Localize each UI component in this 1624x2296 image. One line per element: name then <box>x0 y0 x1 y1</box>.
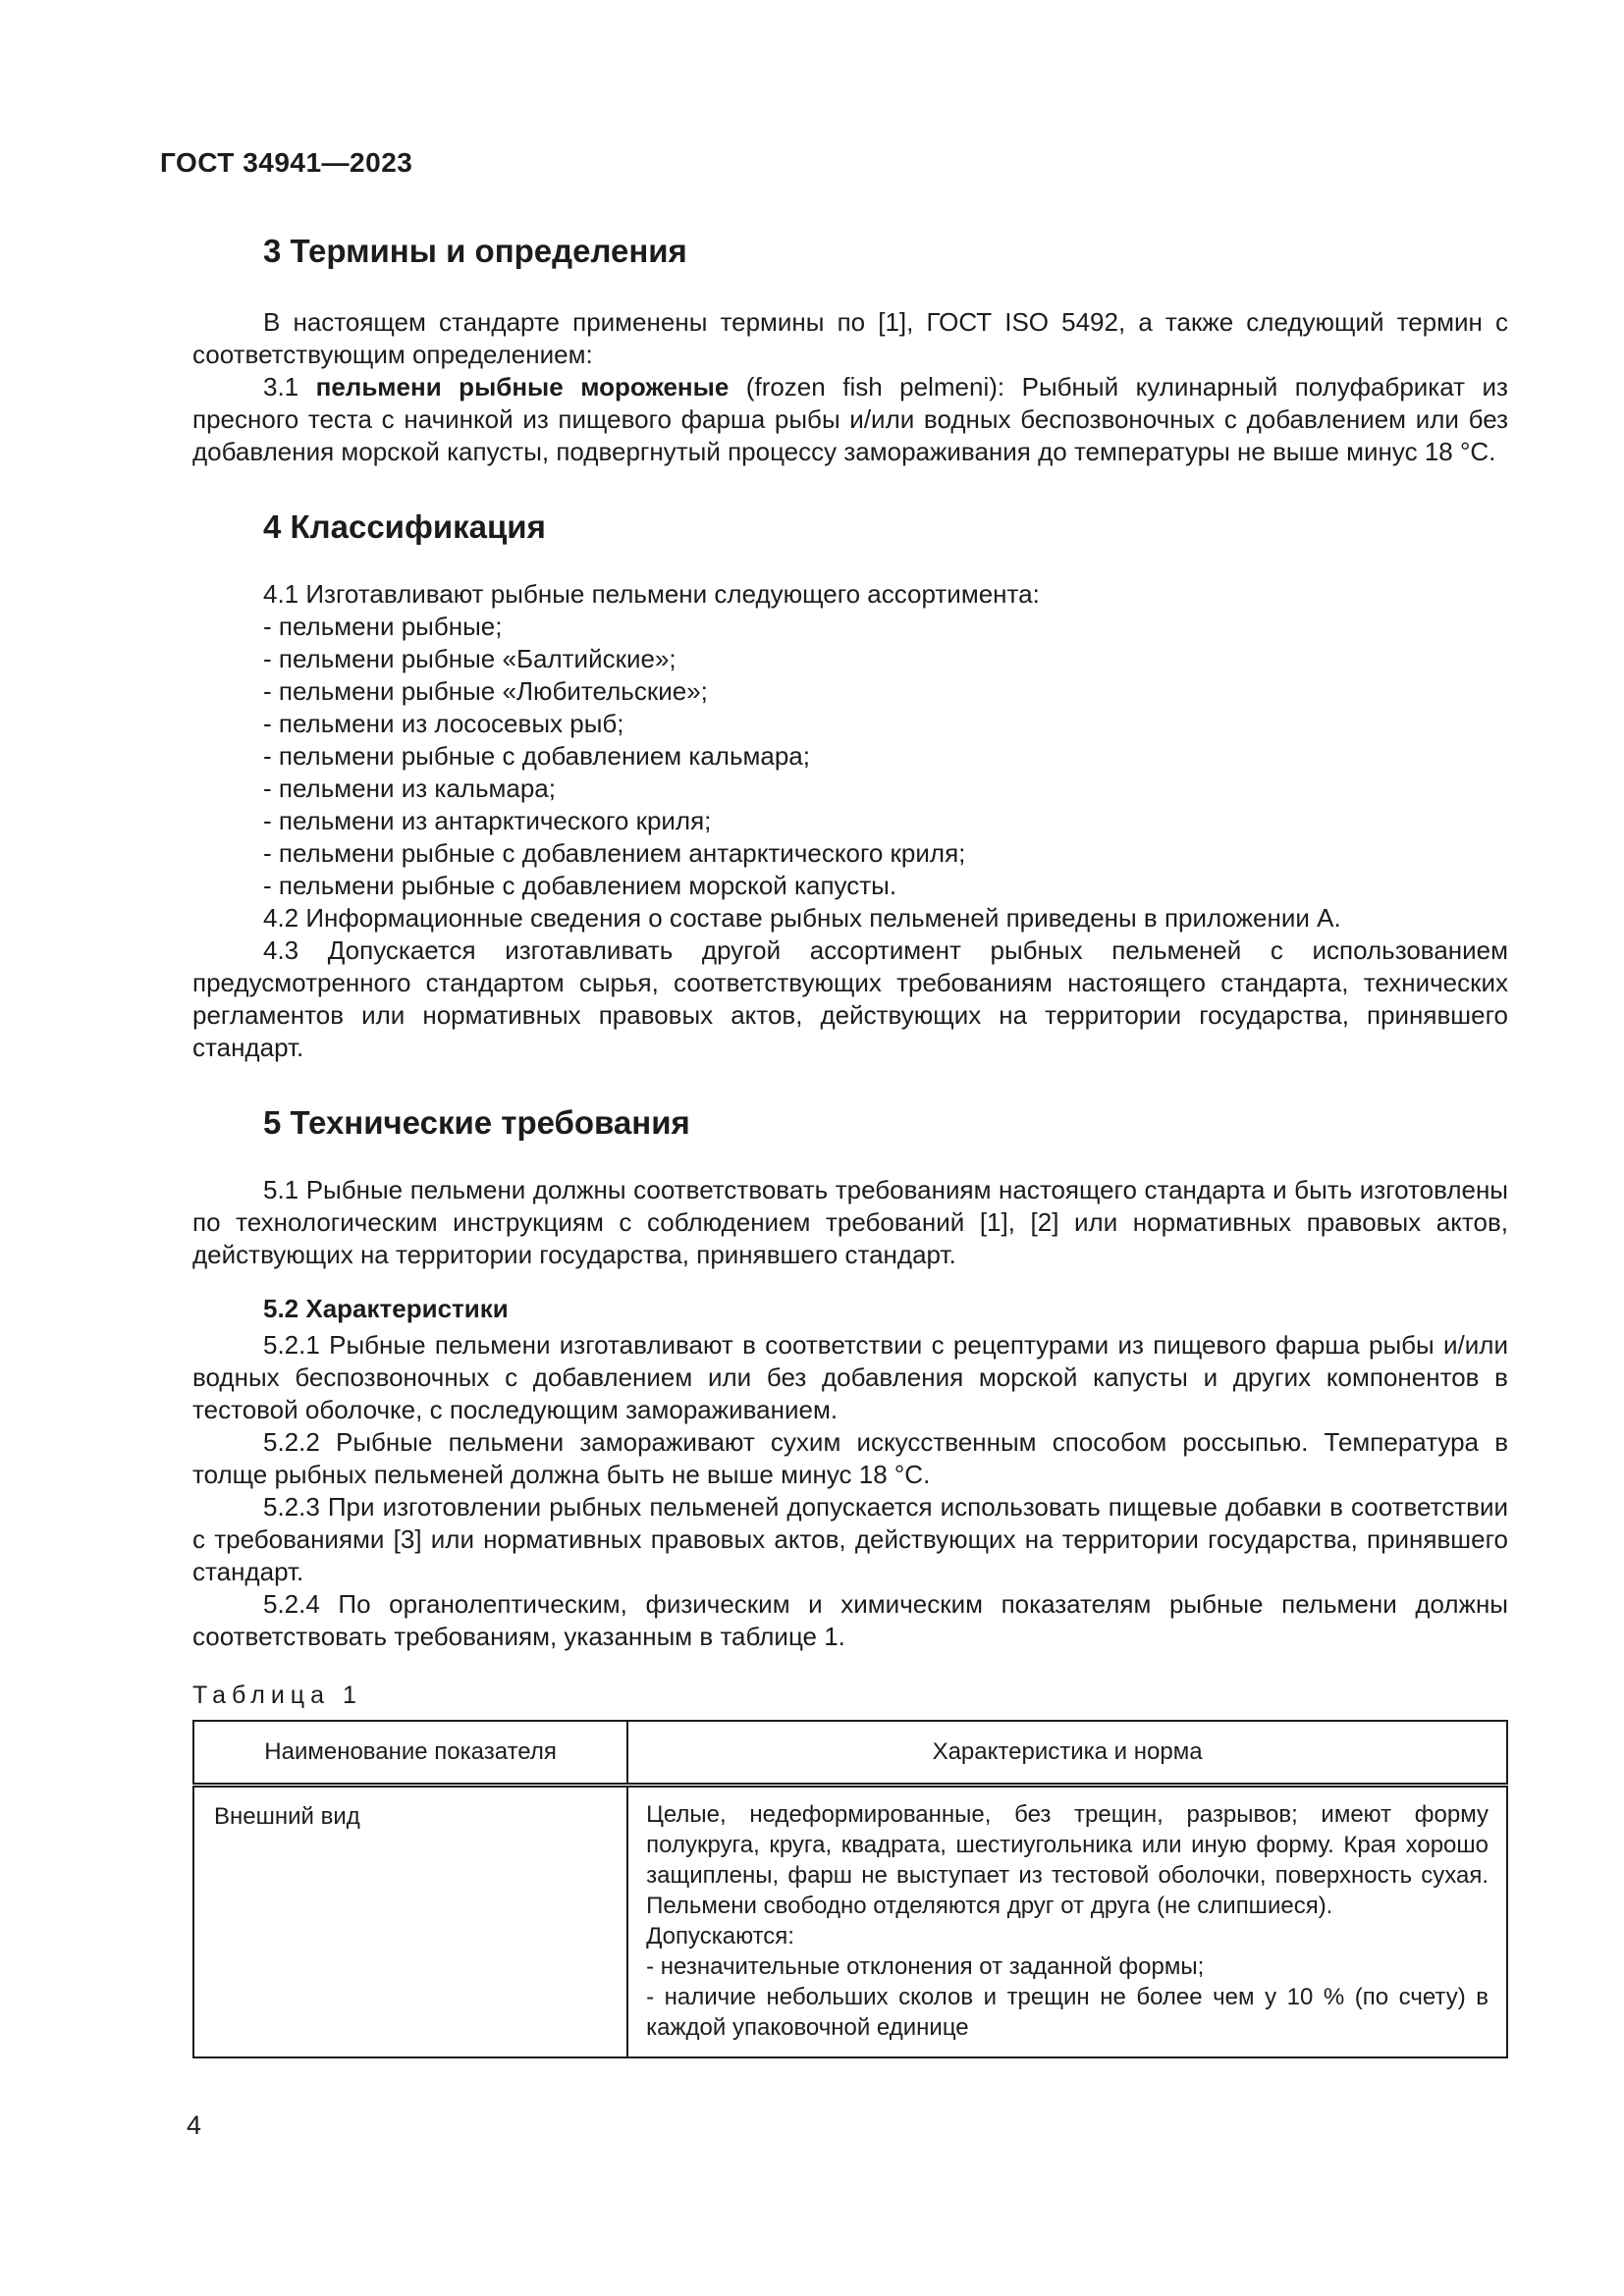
section-3-title: 3 Термины и определения <box>263 233 687 269</box>
characteristic-text: Допускаются: <box>646 1923 794 1949</box>
characteristic-text: - наличие небольших сколов и трещин не более чем у 10 % (по счету) в каждой упаковочной единице <box>646 1984 1489 2041</box>
characteristic-text: Целые, недеформированные, без трещин, разрывов; имеют форму полукруга, круга, квадрата, шестиугольника или иную форму. Края хорошо защиплены, фарш не выступает из тестовой оболочки, поверхность сухая. Пельмени свободно отделяются друг от друга (не слипшиеся). <box>646 1801 1489 1919</box>
page-number: 4 <box>187 2110 202 2140</box>
clause-5-2-1: 5.2.1 Рыбные пельмени изготавливают в соответствии с рецептурами из пищевого фарша рыбы и/или водных беспозвоночных с добавлением или без добавления морской капусты и других компонентов в тестовой оболочке, с последующим замораживанием. <box>192 1330 1508 1424</box>
table-1 <box>192 1720 1508 2058</box>
page-content <box>192 232 1508 2058</box>
list-item: - пельмени из кальмара; <box>263 774 556 803</box>
table-header-row <box>193 1721 1507 1786</box>
list-item: - пельмени рыбные «Балтийские»; <box>263 644 677 673</box>
list-item: - пельмени из антарктического криля; <box>263 806 712 835</box>
table-header-characteristic: Характеристика и норма <box>627 1721 1507 1786</box>
section-3-intro: В настоящем стандарте применены термины по [1], ГОСТ ISO 5492, а также следующий термин с соответствующим определением: <box>192 307 1508 369</box>
characteristic-text: - незначительные отклонения от заданной формы; <box>646 1953 1205 1980</box>
indicator-appearance: Внешний вид <box>193 1786 627 2058</box>
clause-5-2-subtitle: 5.2 Характеристики <box>263 1294 509 1323</box>
list-item: - пельмени рыбные с добавлением морской капусты. <box>263 871 897 900</box>
term-number: 3.1 <box>263 372 316 401</box>
clause-4-1: 4.1 Изготавливают рыбные пельмени следующего ассортимента: <box>263 579 1040 609</box>
term-text: (frozen fish pelmeni): Рыбный кулинарный полуфабрикат из пресного теста с начинкой из пищевого фарша рыбы и/или водных беспозвоночных с добавлением или без добавления морской капусты, подвергнутый процессу замораживания до температуры не выше минус 18 °С. <box>192 372 1508 466</box>
clause-5-2-3: 5.2.3 При изготовлении рыбных пельменей допускается использовать пищевые добавки в соответствии с требованиями [3] или нормативных правовых актов, действующих на территории государства, принявшего стандарт. <box>192 1492 1508 1586</box>
clause-4-3: 4.3 Допускается изготавливать другой ассортимент рыбных пельменей с использованием предусмотренного стандартом сырья, соответствующих требованиям настоящего стандарта, технических регламентов или нормативных правовых актов, действующих на территории государства, принявшего стандарт. <box>192 935 1508 1062</box>
clause-5-1: 5.1 Рыбные пельмени должны соответствовать требованиям настоящего стандарта и быть изготовлены по технологическим инструкциям с соблюдением требований [1], [2] или нормативных правовых актов, действующих на территории государства, принявшего стандарт. <box>192 1175 1508 1269</box>
term-definition <box>192 371 1508 468</box>
table-header-indicator: Наименование показателя <box>193 1721 627 1786</box>
table-1-label: Таблица 1 <box>192 1682 362 1709</box>
clause-5-2-2: 5.2.2 Рыбные пельмени замораживают сухим искусственным способом россыпью. Температура в толще рыбных пельменей должна быть не выше минус 18 °С. <box>192 1427 1508 1489</box>
running-head: ГОСТ 34941—2023 <box>160 147 413 178</box>
term-name: пельмени рыбные мороженые <box>315 372 730 401</box>
characteristic-appearance <box>627 1786 1507 2058</box>
list-item: - пельмени рыбные с добавлением кальмара; <box>263 741 810 771</box>
section-4-title: 4 Классификация <box>263 508 546 545</box>
clause-5-2-4: 5.2.4 По органолептическим, физическим и химическим показателям рыбные пельмени должны соответствовать требованиям, указанным в таблице 1. <box>192 1589 1508 1651</box>
section-5-title: 5 Технические требования <box>263 1104 690 1141</box>
clause-4-2: 4.2 Информационные сведения о составе рыбных пельменей приведены в приложении А. <box>263 903 1341 933</box>
list-item: - пельмени рыбные с добавлением антарктического криля; <box>263 838 966 868</box>
list-item: - пельмени рыбные «Любительские»; <box>263 676 708 706</box>
table-row <box>193 1786 1507 2058</box>
list-item: - пельмени рыбные; <box>263 612 503 641</box>
list-item: - пельмени из лососевых рыб; <box>263 709 624 738</box>
